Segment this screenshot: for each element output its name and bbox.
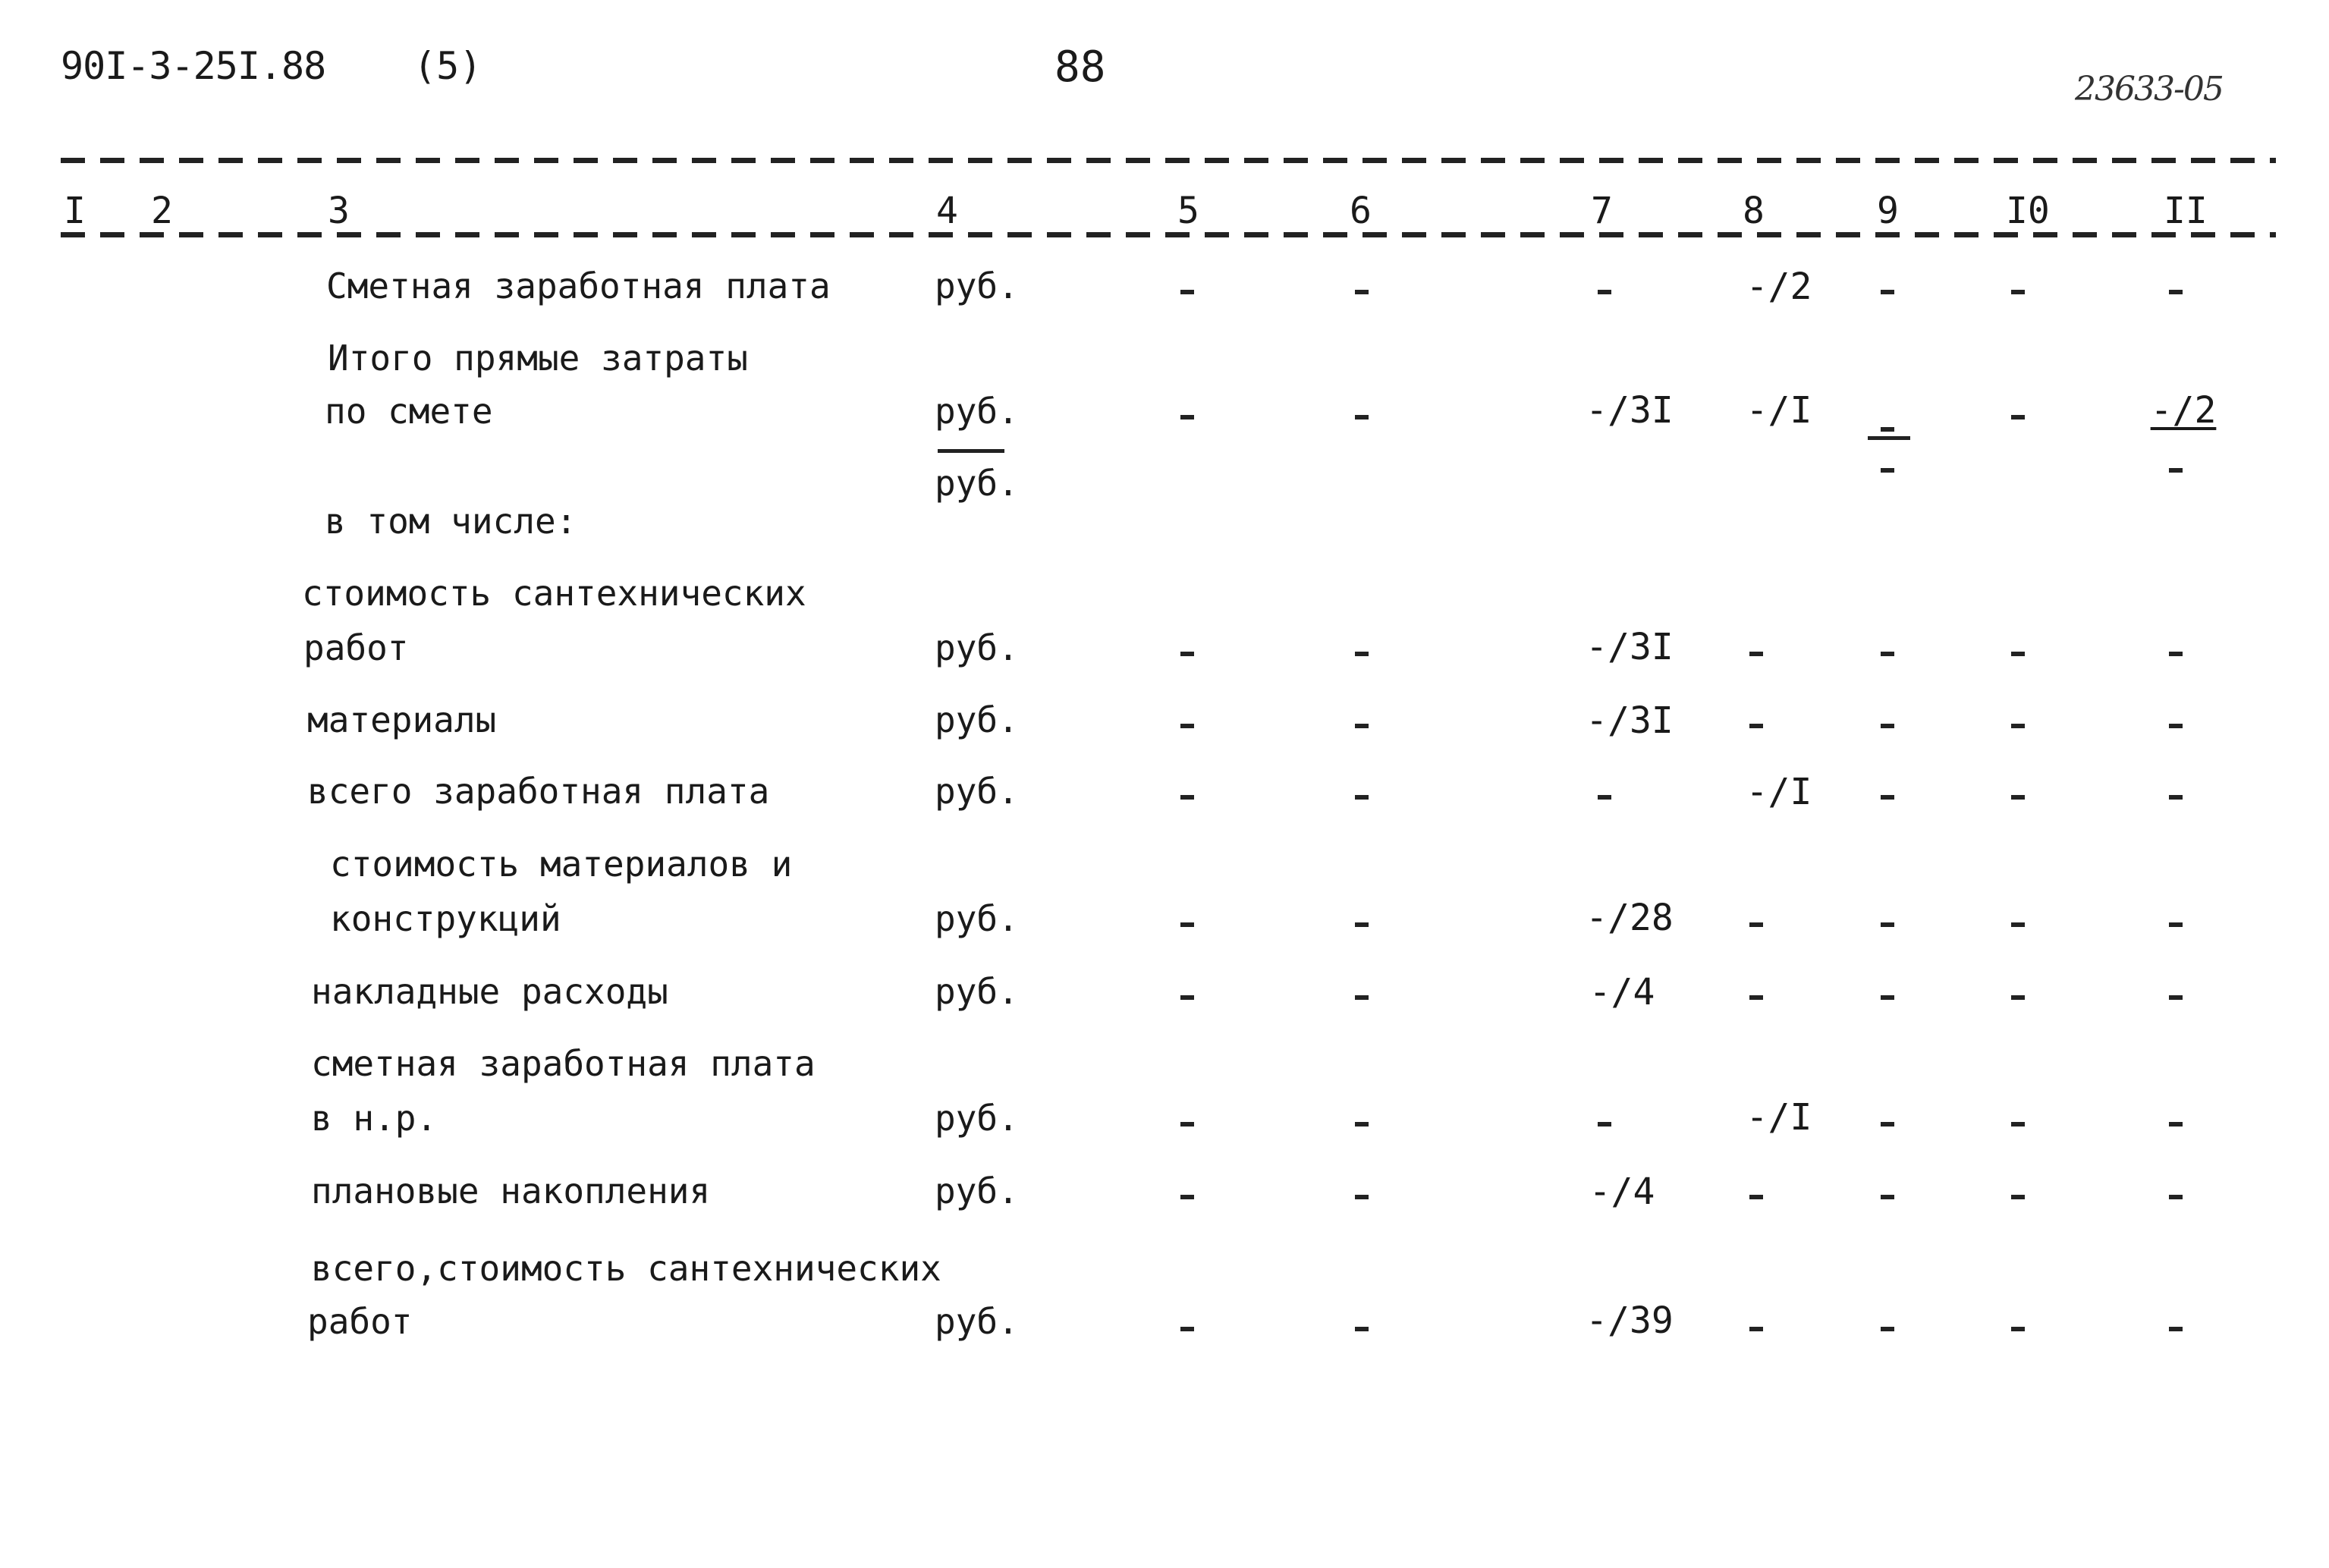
empty-dash bbox=[1881, 652, 1894, 656]
empty-dash bbox=[2011, 795, 2025, 800]
empty-dash bbox=[1355, 795, 1369, 800]
empty-dash bbox=[2169, 290, 2183, 294]
empty-dash bbox=[1355, 290, 1369, 294]
row-label-line1: всего,стоимость сантехнических bbox=[311, 1248, 941, 1289]
empty-dash bbox=[2011, 652, 2025, 656]
empty-dash bbox=[1598, 795, 1611, 800]
empty-dash bbox=[2011, 995, 2025, 1000]
empty-dash bbox=[1180, 1327, 1194, 1331]
empty-dash bbox=[1355, 415, 1369, 419]
cell-col8: -/2 bbox=[1746, 266, 1812, 308]
empty-dash bbox=[1881, 468, 1894, 473]
row-label: накладные расходы bbox=[311, 971, 668, 1012]
row-label: всего заработная плата bbox=[307, 771, 770, 812]
row-label-line2: конструкций bbox=[330, 898, 561, 939]
cell-col8: -/I bbox=[1746, 389, 1812, 432]
cell-col7: -/3I bbox=[1586, 699, 1674, 742]
page-number: 88 bbox=[1054, 42, 1106, 92]
column-number-5: 5 bbox=[1174, 190, 1202, 232]
empty-dash bbox=[2011, 724, 2025, 728]
empty-dash bbox=[1180, 415, 1194, 419]
empty-dash bbox=[1180, 1122, 1194, 1127]
empty-dash bbox=[1881, 1327, 1894, 1331]
row-unit: руб. bbox=[935, 266, 1019, 306]
empty-dash bbox=[1180, 922, 1194, 927]
cell-col7: -/28 bbox=[1586, 897, 1674, 939]
empty-dash bbox=[1881, 995, 1894, 1000]
cell-col7: -/4 bbox=[1589, 971, 1655, 1013]
cell-col7: -/3I bbox=[1586, 626, 1674, 668]
empty-dash bbox=[1749, 922, 1763, 927]
row-unit: руб. bbox=[935, 1301, 1019, 1342]
cell-col8: -/I bbox=[1746, 771, 1812, 813]
empty-dash bbox=[1881, 290, 1894, 294]
empty-dash bbox=[1355, 1195, 1369, 1199]
empty-dash bbox=[1355, 724, 1369, 728]
column-number-10: I0 bbox=[2003, 190, 2053, 232]
empty-dash bbox=[2011, 922, 2025, 927]
fraction-bar bbox=[938, 449, 1004, 453]
empty-dash bbox=[1180, 995, 1194, 1000]
empty-dash bbox=[2169, 652, 2183, 656]
row-label: материалы bbox=[307, 699, 497, 740]
row-unit: руб. bbox=[935, 898, 1019, 939]
empty-dash bbox=[1180, 1195, 1194, 1199]
empty-dash bbox=[2169, 468, 2183, 473]
empty-dash bbox=[2169, 795, 2183, 800]
empty-dash bbox=[1180, 652, 1194, 656]
column-number-3: 3 bbox=[325, 190, 353, 232]
empty-dash bbox=[2011, 415, 2025, 419]
empty-dash bbox=[1881, 795, 1894, 800]
row-label: Сметная заработная плата bbox=[326, 266, 831, 306]
empty-dash bbox=[1180, 795, 1194, 800]
empty-dash bbox=[2169, 1327, 2183, 1331]
column-number-11: II bbox=[2161, 190, 2211, 232]
column-number-8: 8 bbox=[1740, 190, 1768, 232]
cell-col11: -/2 bbox=[2150, 389, 2217, 432]
cell-col8: -/I bbox=[1746, 1096, 1812, 1139]
empty-dash bbox=[1355, 922, 1369, 927]
row-label-line1: сметная заработная плата bbox=[311, 1043, 816, 1084]
empty-dash bbox=[2169, 724, 2183, 728]
row-label: в том числе: bbox=[325, 501, 577, 542]
empty-dash bbox=[1881, 724, 1894, 728]
row-label-line2: работ bbox=[303, 627, 409, 668]
row-label-line1: стоимость материалов и bbox=[330, 844, 793, 885]
empty-dash bbox=[2011, 1327, 2025, 1331]
row-unit: руб. bbox=[935, 627, 1019, 668]
row-unit: руб. bbox=[935, 391, 1019, 432]
row-unit: руб. bbox=[935, 971, 1019, 1012]
fraction-bar bbox=[1868, 436, 1910, 440]
empty-dash bbox=[2169, 995, 2183, 1000]
cell-col7: -/4 bbox=[1589, 1171, 1655, 1213]
header-top-rule bbox=[61, 158, 2276, 163]
empty-dash bbox=[1749, 724, 1763, 728]
empty-dash bbox=[1881, 427, 1894, 432]
empty-dash bbox=[1355, 995, 1369, 1000]
row-unit: руб. bbox=[935, 771, 1019, 812]
empty-dash bbox=[1598, 1122, 1611, 1127]
empty-dash bbox=[2169, 922, 2183, 927]
row-label-line1: Итого прямые затраты bbox=[328, 338, 748, 379]
column-number-4: 4 bbox=[933, 190, 961, 232]
empty-dash bbox=[1180, 290, 1194, 294]
column-number-7: 7 bbox=[1588, 190, 1616, 232]
column-number-6: 6 bbox=[1347, 190, 1375, 232]
inventory-number: 23633-05 bbox=[2075, 70, 2223, 108]
row-label-line1: стоимость сантехнических bbox=[302, 573, 806, 614]
cell-col7: -/3I bbox=[1586, 389, 1674, 432]
empty-dash bbox=[2169, 1195, 2183, 1199]
empty-dash bbox=[1355, 652, 1369, 656]
header-bottom-rule bbox=[61, 232, 2276, 237]
row-unit: руб. bbox=[935, 699, 1019, 740]
sheet-number: (5) bbox=[413, 44, 482, 88]
empty-dash bbox=[2011, 1122, 2025, 1127]
empty-dash bbox=[1881, 922, 1894, 927]
empty-dash bbox=[1180, 724, 1194, 728]
column-number-2: 2 bbox=[148, 190, 176, 232]
cell-col7: -/39 bbox=[1586, 1299, 1674, 1342]
empty-dash bbox=[1598, 290, 1611, 294]
empty-dash bbox=[2011, 290, 2025, 294]
empty-dash bbox=[2011, 1195, 2025, 1199]
row-label-line2: по смете bbox=[325, 391, 493, 432]
column-number-1: I bbox=[61, 190, 89, 232]
row-label: плановые накопления bbox=[311, 1171, 711, 1211]
empty-dash bbox=[1749, 995, 1763, 1000]
row-label-line2: работ bbox=[307, 1301, 413, 1342]
empty-dash bbox=[1749, 652, 1763, 656]
row-unit: руб. bbox=[935, 1098, 1019, 1139]
row-unit-denominator: руб. bbox=[935, 463, 1019, 504]
empty-dash bbox=[1749, 1327, 1763, 1331]
row-unit: руб. bbox=[935, 1171, 1019, 1211]
empty-dash bbox=[1881, 1122, 1894, 1127]
empty-dash bbox=[1355, 1327, 1369, 1331]
empty-dash bbox=[2169, 1122, 2183, 1127]
column-number-9: 9 bbox=[1874, 190, 1902, 232]
empty-dash bbox=[1749, 1195, 1763, 1199]
document-code: 90I-3-25I.88 bbox=[61, 44, 326, 88]
row-label-line2: в н.р. bbox=[311, 1098, 438, 1139]
empty-dash bbox=[1355, 1122, 1369, 1127]
empty-dash bbox=[1881, 1195, 1894, 1199]
